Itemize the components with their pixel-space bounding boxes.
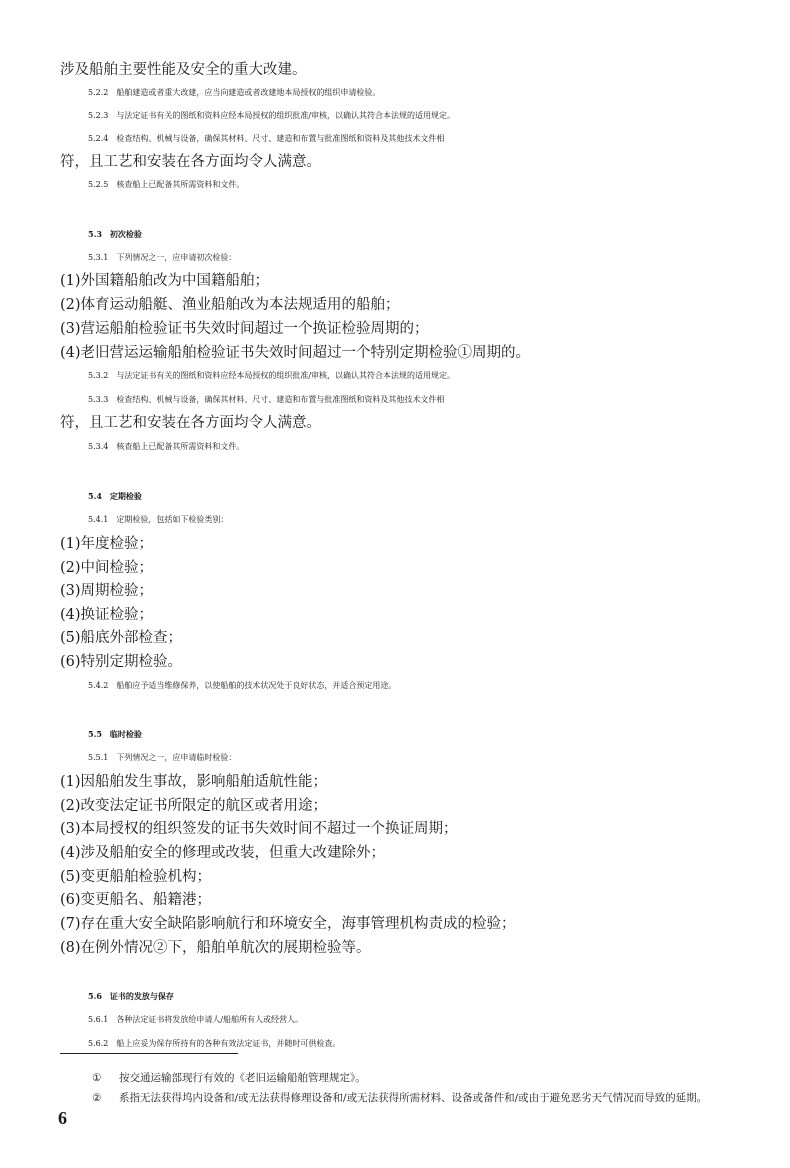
clause-5-3-2: 5.3.2 与法定证书有关的图纸和资料应经本局授权的组织批准/审核，以确认其符合本法规的适用规定。 — [88, 371, 456, 380]
list-item: (7)存在重大安全缺陷影响航行和环境安全，海事管理机构责成的检验； — [60, 916, 516, 932]
list-item: (1)外国籍船舶改为中国籍船舶； — [60, 273, 270, 289]
clause-5-6-2: 5.6.2 船上应妥为保存所持有的各种有效法定证书，并随时可供检查。 — [88, 1039, 341, 1048]
list-item: (2)中间检验； — [60, 560, 154, 576]
list-item: (1)年度检验； — [60, 536, 154, 552]
list-item: (4)涉及船舶安全的修理或改装，但重大改建除外； — [60, 845, 386, 861]
footnote-marker: ② — [92, 1092, 102, 1104]
section-heading-5-6: 5.6 证书的发放与保存 — [88, 991, 174, 1001]
list-item: (3)本局授权的组织签发的证书失效时间不超过一个换证周期； — [60, 821, 458, 837]
list-item: (6)特别定期检验。 — [60, 654, 183, 670]
list-item: (6)变更船名、船籍港； — [60, 892, 212, 908]
clause-5-3-3: 5.3.3 检查结构、机械与设备，确保其材料、尺寸、建造和布置与批准图纸和资料及其他技术文件相 — [88, 395, 445, 404]
clause-5-2-3: 5.2.3 与法定证书有关的图纸和资料应经本局授权的组织批准/审核，以确认其符合本法规的适用规定。 — [88, 111, 456, 120]
page-number: 6 — [58, 1108, 67, 1128]
footnote-text: 系指无法获得坞内设备和/或无法获得修理设备和/或无法获得所需材料、设备或备件和/或由于避免恶劣天气情况而导致的延期。 — [119, 1092, 708, 1104]
clause-5-4-2: 5.4.2 船舶应予适当维修保养，以使船舶的技术状况处于良好状态，并适合预定用途。 — [88, 681, 397, 690]
clause-5-2-5: 5.2.5 核查船上已配备其所需资料和文件。 — [88, 180, 245, 189]
list-item: (4)老旧营运运输船舶检验证书失效时间超过一个特别定期检验①周期的。 — [60, 345, 531, 361]
footnote-divider — [60, 1053, 238, 1054]
list-item: (4)换证检验； — [60, 607, 154, 623]
body-line: 符，且工艺和安装在各方面均令人满意。 — [60, 154, 321, 170]
section-heading-5-5: 5.5 临时检验 — [88, 729, 142, 739]
footnote-text: 按交通运输部现行有效的《老旧运输船舶管理规定》。 — [119, 1072, 366, 1084]
body-line: 涉及船舶主要性能及安全的重大改建。 — [60, 62, 307, 78]
list-item: (2)改变法定证书所限定的航区或者用途； — [60, 798, 328, 814]
clause-5-6-1: 5.6.1 各种法定证书将发放给申请人/船舶所有人或经营人。 — [88, 1015, 304, 1024]
list-item: (3)营运船舶检验证书失效时间超过一个换证检验周期的； — [60, 321, 429, 337]
clause-5-2-2: 5.2.2 船舶建造或者重大改建，应当向建造或者改建地本局授权的组织申请检验。 — [88, 88, 381, 97]
list-item: (1)因船舶发生事故，影响船舶适航性能； — [60, 774, 328, 790]
section-heading-5-3: 5.3 初次检验 — [88, 229, 142, 239]
clause-5-4-1: 5.4.1 定期检验，包括如下检验类别： — [88, 515, 229, 524]
list-item: (2)体育运动船艇、渔业船舶改为本法规适用的船舶； — [60, 297, 400, 313]
list-item: (3)周期检验； — [60, 583, 154, 599]
clause-5-3-4: 5.3.4 核查船上已配备其所需资料和文件。 — [88, 442, 245, 451]
clause-5-2-4: 5.2.4 检查结构、机械与设备，确保其材料、尺寸、建造和布置与批准图纸和资料及其他技术文件相 — [88, 134, 445, 143]
list-item: (5)船底外部检查； — [60, 630, 183, 646]
footnote-marker: ① — [92, 1072, 102, 1084]
body-line: 符，且工艺和安装在各方面均令人满意。 — [60, 415, 321, 431]
clause-5-5-1: 5.5.1 下列情况之一，应申请临时检验： — [88, 753, 237, 762]
section-heading-5-4: 5.4 定期检验 — [88, 491, 142, 501]
list-item: (8)在例外情况②下，船舶单航次的展期检验等。 — [60, 940, 371, 956]
clause-5-3-1: 5.3.1 下列情况之一，应申请初次检验： — [88, 253, 237, 262]
list-item: (5)变更船舶检验机构； — [60, 869, 212, 885]
